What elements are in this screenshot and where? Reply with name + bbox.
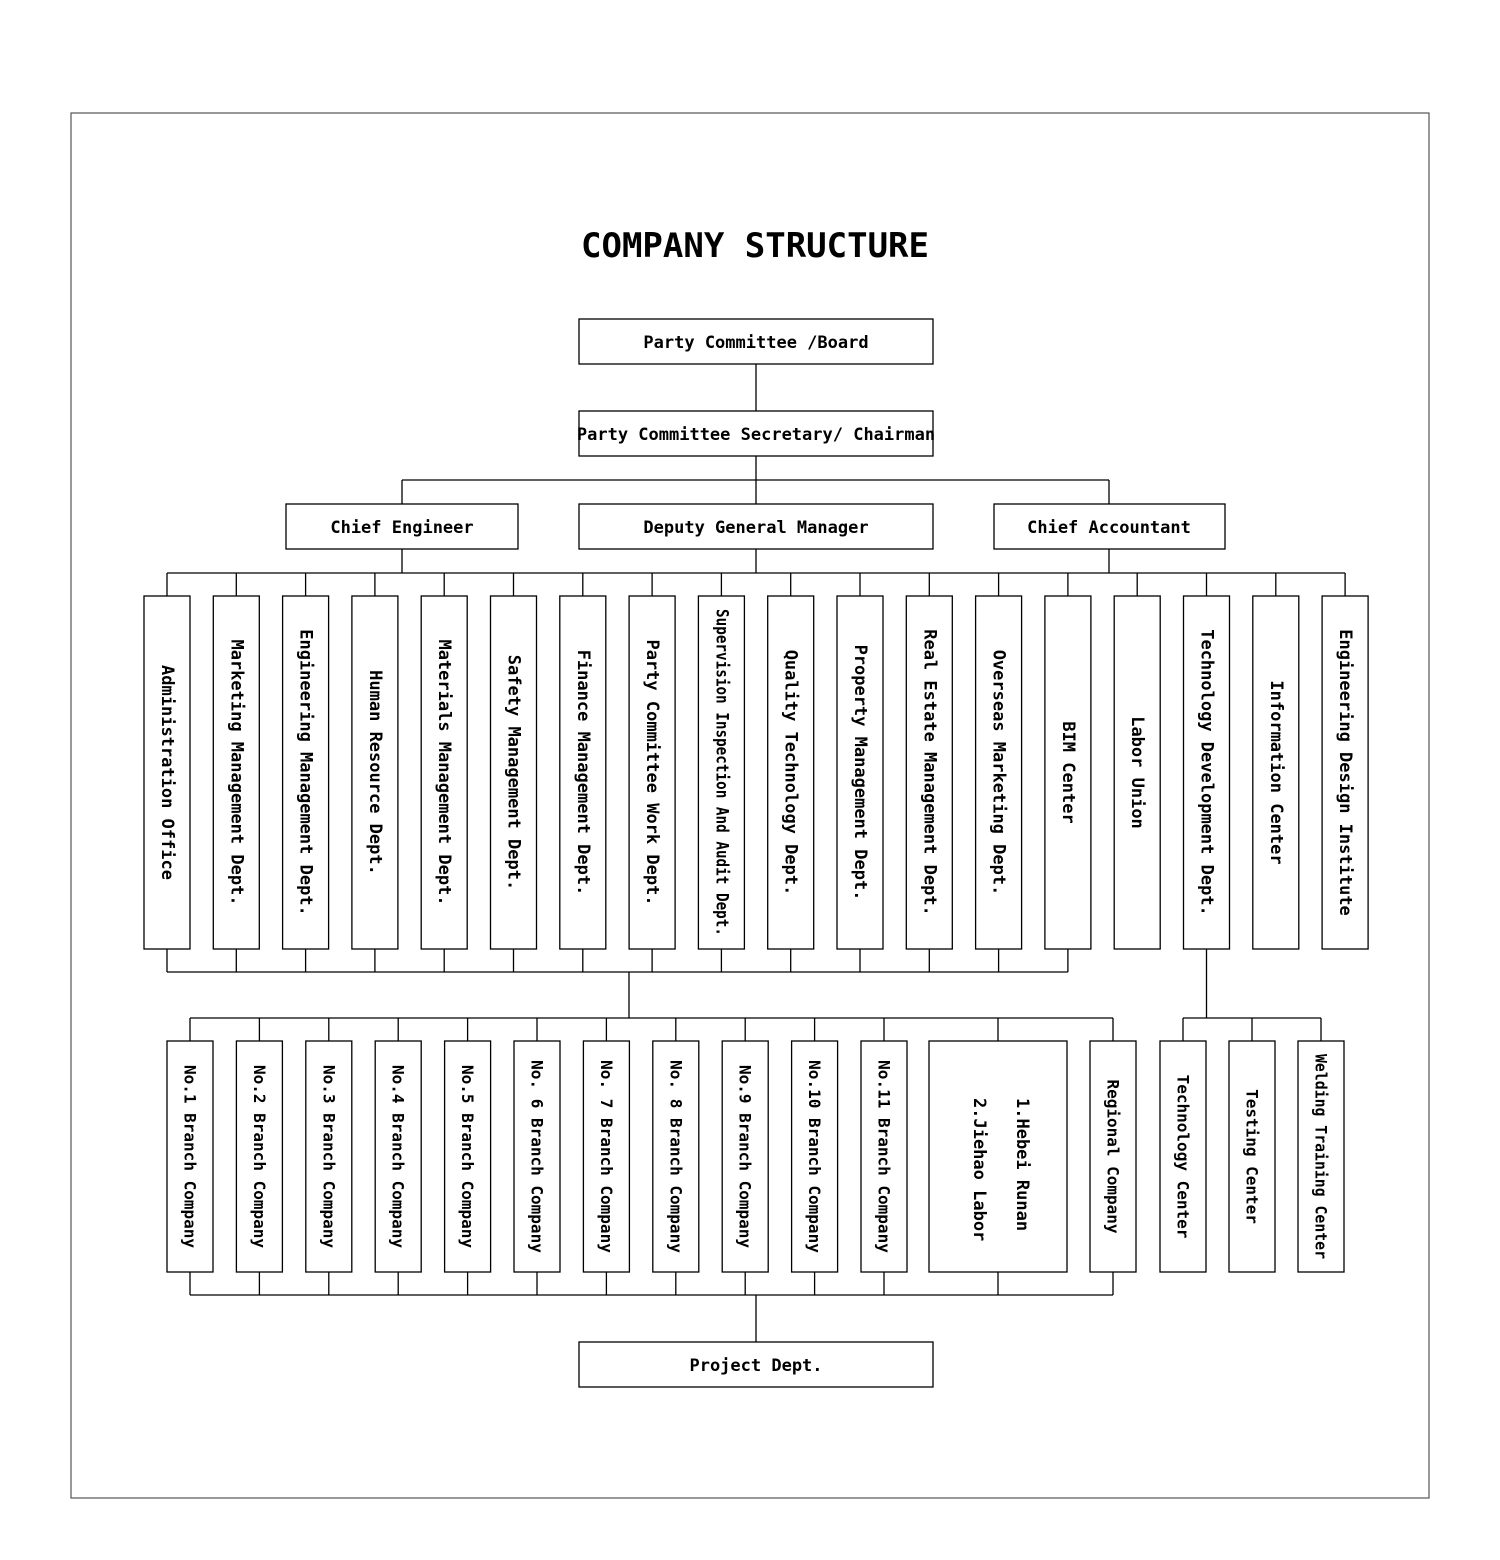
chief-accountant-node xyxy=(994,504,1225,549)
branch-no-8-branch-company xyxy=(653,1041,699,1272)
branch-no-1-branch-company xyxy=(167,1041,213,1272)
dept-human-resource-dept-label: Human Resource Dept. xyxy=(364,670,385,875)
dept-party-committee-work-dept-label: Party Committee Work Dept. xyxy=(642,639,663,906)
board-node xyxy=(579,319,933,364)
branch-no-7-branch-company xyxy=(583,1041,629,1272)
department-row xyxy=(144,596,1368,998)
project-dept-node xyxy=(579,1342,933,1387)
deputy-general-manager-label: Deputy General Manager xyxy=(643,518,869,538)
dept-human-resource-dept xyxy=(352,596,398,949)
branch-no-9-branch-company-label: No.9 Branch Company xyxy=(735,1064,755,1249)
dept-administration-office xyxy=(144,596,190,949)
dept-overseas-marketing-dept-label: Overseas Marketing Dept. xyxy=(988,649,1009,896)
dept-marketing-management-dept xyxy=(213,596,259,949)
chart-title: COMPANY STRUCTURE xyxy=(581,226,929,266)
dept-engineering-design-institute-label: Engineering Design Institute xyxy=(1335,629,1356,916)
dept-labor-union-label: Labor Union xyxy=(1127,716,1148,829)
dept-quality-technology-dept-label: Quality Technology Dept. xyxy=(780,649,801,896)
chief-accountant-label: Chief Accountant xyxy=(1027,518,1191,538)
dept-finance-management-dept-label: Finance Management Dept. xyxy=(572,649,593,896)
dept-real-estate-management-dept-label: Real Estate Management Dept. xyxy=(919,629,940,916)
chairman-label: Party Committee Secretary/ Chairman xyxy=(576,425,936,445)
dept-engineering-management-dept xyxy=(283,596,329,949)
branch-row xyxy=(167,1041,1344,1276)
labor-company-1: 1.Hebei Runan xyxy=(1012,1098,1032,1232)
dept-bim-center xyxy=(1045,596,1091,949)
branch-no-9-branch-company xyxy=(722,1041,768,1272)
board-label: Party Committee /Board xyxy=(643,333,869,353)
regional-company-label: Regional Company xyxy=(1103,1079,1123,1234)
branch-no-8-branch-company-label: No. 8 Branch Company xyxy=(666,1060,686,1253)
chief-engineer-node xyxy=(286,504,518,549)
tech-welding-training-center-label: Welding Training Center xyxy=(1311,1054,1331,1276)
project-dept-label: Project Dept. xyxy=(689,1356,823,1376)
branch-no-6-branch-company-label: No. 6 Branch Company xyxy=(527,1060,547,1253)
chairman-node xyxy=(577,411,935,456)
dept-supervision-inspection-and-audit-dept-label: Supervision Inspection And Audit Dept. xyxy=(711,609,732,998)
dept-materials-management-dept-label: Materials Management Dept. xyxy=(434,639,455,906)
branch-no-11-branch-company xyxy=(861,1041,907,1272)
branch-no-5-branch-company-label: No.5 Branch Company xyxy=(458,1064,478,1249)
branch-no-1-branch-company-label: No.1 Branch Company xyxy=(180,1064,200,1249)
dept-safety-management-dept xyxy=(491,596,537,949)
dept-labor-union xyxy=(1114,596,1160,949)
dept-real-estate-management-dept xyxy=(906,596,952,949)
dept-supervision-inspection-and-audit-dept xyxy=(698,596,744,998)
branch-no-4-branch-company xyxy=(375,1041,421,1272)
labor-companies-node xyxy=(929,1041,1067,1272)
labor-company-2: 2.Jiehao Labor xyxy=(969,1098,989,1242)
branch-no-2-branch-company-label: No.2 Branch Company xyxy=(249,1064,269,1249)
branch-no-5-branch-company xyxy=(445,1041,491,1272)
branch-no-6-branch-company xyxy=(514,1041,560,1272)
dept-property-management-dept-label: Property Management Dept. xyxy=(850,644,870,901)
dept-quality-technology-dept xyxy=(768,596,814,949)
dept-safety-management-dept-label: Safety Management Dept. xyxy=(503,654,524,891)
branch-no-10-branch-company xyxy=(792,1041,838,1272)
dept-overseas-marketing-dept xyxy=(976,596,1022,949)
regional-company xyxy=(1090,1041,1136,1272)
dept-administration-office-label: Administration Office xyxy=(157,665,177,880)
branch-no-3-branch-company-label: No.3 Branch Company xyxy=(319,1064,339,1249)
dept-party-committee-work-dept xyxy=(629,596,675,949)
branch-no-11-branch-company-label: No.11 Branch Company xyxy=(874,1060,894,1253)
tech-testing-center xyxy=(1229,1041,1275,1272)
tech-technology-center xyxy=(1160,1041,1206,1272)
tech-technology-center-label: Technology Center xyxy=(1173,1074,1193,1239)
branch-no-2-branch-company xyxy=(236,1041,282,1272)
tech-testing-center-label: Testing Center xyxy=(1242,1089,1262,1224)
dept-marketing-management-dept-label: Marketing Management Dept. xyxy=(226,639,247,906)
dept-information-center xyxy=(1253,596,1299,949)
dept-property-management-dept xyxy=(837,596,883,949)
branch-no-4-branch-company-label: No.4 Branch Company xyxy=(388,1064,408,1249)
dept-finance-management-dept xyxy=(560,596,606,949)
branch-no-10-branch-company-label: No.10 Branch Company xyxy=(805,1060,825,1253)
tech-welding-training-center xyxy=(1298,1041,1344,1276)
deputy-general-manager-node xyxy=(579,504,933,549)
chief-engineer-label: Chief Engineer xyxy=(330,518,474,538)
dept-materials-management-dept xyxy=(421,596,467,949)
dept-information-center-label: Information Center xyxy=(1265,680,1286,865)
dept-technology-development-dept xyxy=(1184,596,1230,949)
branch-no-7-branch-company-label: No. 7 Branch Company xyxy=(596,1060,616,1253)
dept-technology-development-dept-label: Technology Development Dept. xyxy=(1196,629,1217,916)
branch-no-3-branch-company xyxy=(306,1041,352,1272)
dept-engineering-management-dept-label: Engineering Management Dept. xyxy=(295,629,316,916)
dept-engineering-design-institute xyxy=(1322,596,1368,949)
dept-bim-center-label: BIM Center xyxy=(1057,721,1078,824)
